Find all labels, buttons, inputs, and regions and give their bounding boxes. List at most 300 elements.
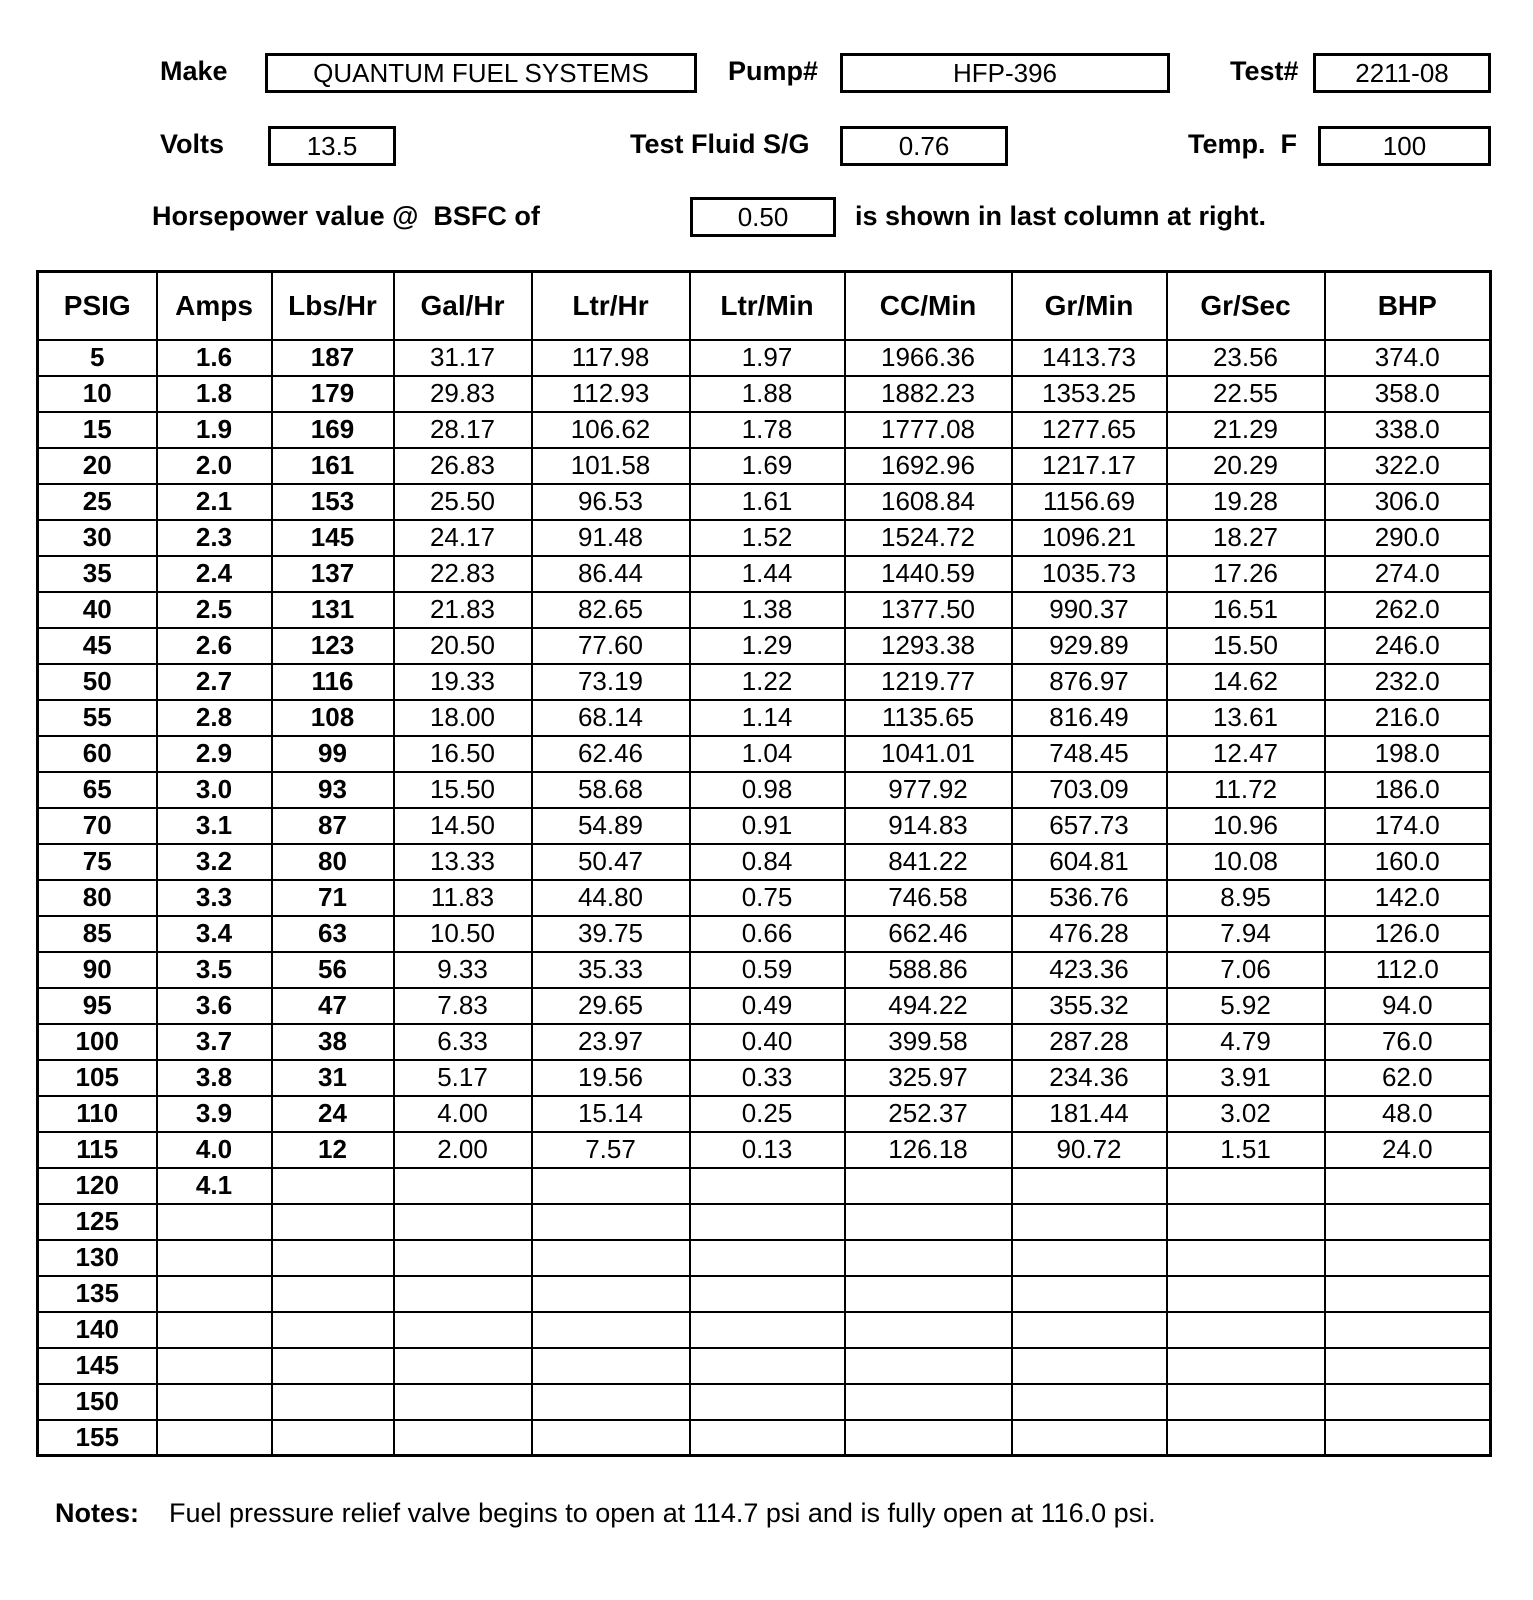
- table-cell: [690, 1240, 845, 1276]
- table-cell: 2.4: [157, 556, 272, 592]
- table-cell: 125: [38, 1204, 157, 1240]
- temp-value: 100: [1382, 130, 1427, 161]
- test-fluid-sg-label: Test Fluid S/G: [630, 129, 810, 159]
- table-cell: 63: [272, 916, 394, 952]
- table-cell: 2.0: [157, 448, 272, 484]
- table-cell: [394, 1168, 532, 1204]
- table-cell: 117.98: [532, 340, 690, 376]
- table-cell: 287.28: [1012, 1024, 1167, 1060]
- table-cell: [394, 1420, 532, 1456]
- table-cell: 29.65: [532, 988, 690, 1024]
- table-cell: 3.6: [157, 988, 272, 1024]
- table-cell: [1325, 1384, 1491, 1420]
- table-cell: [1325, 1348, 1491, 1384]
- table-cell: 5: [38, 340, 157, 376]
- column-header: Lbs/Hr: [272, 272, 394, 340]
- column-header: Amps: [157, 272, 272, 340]
- table-cell: 1.6: [157, 340, 272, 376]
- table-cell: 160.0: [1325, 844, 1491, 880]
- table-cell: [1167, 1168, 1325, 1204]
- table-cell: 17.26: [1167, 556, 1325, 592]
- column-header: PSIG: [38, 272, 157, 340]
- table-row: [38, 556, 1491, 592]
- table-cell: [1167, 1420, 1325, 1456]
- table-cell: 0.75: [690, 880, 845, 916]
- table-cell: 1277.65: [1012, 412, 1167, 448]
- test-fluid-sg-value: 0.76: [898, 130, 950, 161]
- table-cell: [272, 1168, 394, 1204]
- table-cell: [1167, 1240, 1325, 1276]
- table-cell: 1.38: [690, 592, 845, 628]
- table-cell: 246.0: [1325, 628, 1491, 664]
- table-cell: [1325, 1420, 1491, 1456]
- table-cell: 9.33: [394, 952, 532, 988]
- notes-label: Notes:: [55, 1498, 140, 1528]
- table-cell: 131: [272, 592, 394, 628]
- table-cell: 3.5: [157, 952, 272, 988]
- table-cell: 30: [38, 520, 157, 556]
- table-cell: [157, 1204, 272, 1240]
- table-cell: [532, 1168, 690, 1204]
- table-cell: 90: [38, 952, 157, 988]
- table-cell: 662.46: [845, 916, 1012, 952]
- table-row: [38, 700, 1491, 736]
- table-cell: [845, 1348, 1012, 1384]
- table-cell: 19.28: [1167, 484, 1325, 520]
- table-row: [38, 412, 1491, 448]
- table-cell: [1012, 1240, 1167, 1276]
- table-cell: [1325, 1240, 1491, 1276]
- table-cell: 186.0: [1325, 772, 1491, 808]
- table-row: [38, 988, 1491, 1024]
- table-cell: 0.33: [690, 1060, 845, 1096]
- table-cell: 1.88: [690, 376, 845, 412]
- table-cell: 4.0: [157, 1132, 272, 1168]
- table-cell: 68.14: [532, 700, 690, 736]
- table-cell: 20.50: [394, 628, 532, 664]
- table-cell: 161: [272, 448, 394, 484]
- table-cell: 2.6: [157, 628, 272, 664]
- table-cell: 1135.65: [845, 700, 1012, 736]
- table-cell: 374.0: [1325, 340, 1491, 376]
- table-cell: 62.46: [532, 736, 690, 772]
- temp-label: Temp. F: [1188, 129, 1298, 159]
- table-cell: 3.02: [1167, 1096, 1325, 1132]
- table-cell: 1.14: [690, 700, 845, 736]
- table-row: [38, 340, 1491, 376]
- table-cell: [690, 1420, 845, 1456]
- table-cell: 87: [272, 808, 394, 844]
- table-cell: 1.9: [157, 412, 272, 448]
- table-cell: 116: [272, 664, 394, 700]
- table-cell: [1012, 1384, 1167, 1420]
- column-header: Gal/Hr: [394, 272, 532, 340]
- table-cell: 95: [38, 988, 157, 1024]
- table-cell: 142.0: [1325, 880, 1491, 916]
- table-cell: 1377.50: [845, 592, 1012, 628]
- table-row: [38, 1168, 1491, 1204]
- table-cell: 536.76: [1012, 880, 1167, 916]
- table-cell: 12: [272, 1132, 394, 1168]
- table-cell: [394, 1276, 532, 1312]
- table-cell: [1167, 1312, 1325, 1348]
- table-cell: 2.5: [157, 592, 272, 628]
- table-cell: 262.0: [1325, 592, 1491, 628]
- table-cell: 0.66: [690, 916, 845, 952]
- table-cell: 62.0: [1325, 1060, 1491, 1096]
- table-cell: 1.97: [690, 340, 845, 376]
- table-cell: 1041.01: [845, 736, 1012, 772]
- table-cell: 7.57: [532, 1132, 690, 1168]
- table-cell: 18.27: [1167, 520, 1325, 556]
- table-cell: 90.72: [1012, 1132, 1167, 1168]
- table-cell: [532, 1348, 690, 1384]
- table-cell: 25: [38, 484, 157, 520]
- table-row: [38, 448, 1491, 484]
- table-cell: [1167, 1384, 1325, 1420]
- table-cell: 325.97: [845, 1060, 1012, 1096]
- table-cell: [157, 1240, 272, 1276]
- table-cell: 140: [38, 1312, 157, 1348]
- table-row: [38, 628, 1491, 664]
- volts-field: [268, 126, 396, 166]
- table-cell: [532, 1240, 690, 1276]
- table-cell: [690, 1168, 845, 1204]
- pump-number-label: Pump#: [728, 56, 819, 86]
- table-cell: 145: [38, 1348, 157, 1384]
- table-cell: 2.8: [157, 700, 272, 736]
- table-cell: 106.62: [532, 412, 690, 448]
- table-cell: 876.97: [1012, 664, 1167, 700]
- table-cell: 2.9: [157, 736, 272, 772]
- table-cell: 232.0: [1325, 664, 1491, 700]
- table-cell: [532, 1204, 690, 1240]
- temp-field: [1318, 126, 1491, 166]
- table-cell: 23.56: [1167, 340, 1325, 376]
- pump-test-table: [36, 270, 1492, 1457]
- table-cell: 120: [38, 1168, 157, 1204]
- table-cell: 126.0: [1325, 916, 1491, 952]
- table-cell: 0.98: [690, 772, 845, 808]
- table-cell: 28.17: [394, 412, 532, 448]
- table-row: [38, 952, 1491, 988]
- table-row: [38, 520, 1491, 556]
- table-cell: 18.00: [394, 700, 532, 736]
- table-cell: 0.59: [690, 952, 845, 988]
- table-cell: [157, 1420, 272, 1456]
- table-cell: 76.0: [1325, 1024, 1491, 1060]
- table-cell: 50: [38, 664, 157, 700]
- table-cell: 24.17: [394, 520, 532, 556]
- table-row: [38, 1420, 1491, 1456]
- table-cell: 3.0: [157, 772, 272, 808]
- column-header: Gr/Sec: [1167, 272, 1325, 340]
- table-cell: 604.81: [1012, 844, 1167, 880]
- table-cell: 35.33: [532, 952, 690, 988]
- table-cell: [272, 1312, 394, 1348]
- table-cell: [1325, 1168, 1491, 1204]
- table-cell: 93: [272, 772, 394, 808]
- table-cell: 15.14: [532, 1096, 690, 1132]
- table-row: [38, 1204, 1491, 1240]
- table-row: [38, 1132, 1491, 1168]
- table-cell: 96.53: [532, 484, 690, 520]
- table-cell: 23.97: [532, 1024, 690, 1060]
- table-cell: 38: [272, 1024, 394, 1060]
- table-cell: [1012, 1312, 1167, 1348]
- table-cell: 70: [38, 808, 157, 844]
- table-cell: 145: [272, 520, 394, 556]
- table-cell: [1325, 1276, 1491, 1312]
- table-cell: 56: [272, 952, 394, 988]
- table-cell: 24: [272, 1096, 394, 1132]
- column-header: CC/Min: [845, 272, 1012, 340]
- table-cell: 1777.08: [845, 412, 1012, 448]
- table-cell: 181.44: [1012, 1096, 1167, 1132]
- table-cell: [690, 1204, 845, 1240]
- table-cell: 3.7: [157, 1024, 272, 1060]
- table-cell: 58.68: [532, 772, 690, 808]
- table-cell: 13.61: [1167, 700, 1325, 736]
- table-cell: 1966.36: [845, 340, 1012, 376]
- table-cell: 355.32: [1012, 988, 1167, 1024]
- table-cell: [1012, 1276, 1167, 1312]
- table-cell: 2.7: [157, 664, 272, 700]
- table-cell: 169: [272, 412, 394, 448]
- table-cell: 306.0: [1325, 484, 1491, 520]
- table-cell: [532, 1420, 690, 1456]
- table-header-row: [38, 272, 1491, 340]
- table-cell: 1156.69: [1012, 484, 1167, 520]
- table-cell: [1167, 1348, 1325, 1384]
- table-row: [38, 880, 1491, 916]
- table-cell: 4.1: [157, 1168, 272, 1204]
- table-cell: 112.93: [532, 376, 690, 412]
- table-cell: [690, 1348, 845, 1384]
- table-cell: 3.91: [1167, 1060, 1325, 1096]
- pump-number-value: HFP-396: [952, 57, 1058, 88]
- table-cell: 82.65: [532, 592, 690, 628]
- table-cell: 85: [38, 916, 157, 952]
- table-cell: 16.50: [394, 736, 532, 772]
- table-cell: 11.83: [394, 880, 532, 916]
- table-row: [38, 1276, 1491, 1312]
- table-cell: 6.33: [394, 1024, 532, 1060]
- test-fluid-sg-field: [840, 126, 1008, 166]
- table-cell: 71: [272, 880, 394, 916]
- table-cell: [272, 1204, 394, 1240]
- table-row: [38, 664, 1491, 700]
- table-cell: 1692.96: [845, 448, 1012, 484]
- table-cell: 0.91: [690, 808, 845, 844]
- table-cell: 0.25: [690, 1096, 845, 1132]
- table-cell: 115: [38, 1132, 157, 1168]
- notes-row: [55, 1498, 1156, 1529]
- table-cell: [272, 1348, 394, 1384]
- table-cell: 135: [38, 1276, 157, 1312]
- table-cell: 187: [272, 340, 394, 376]
- table-cell: 1.69: [690, 448, 845, 484]
- table-cell: 703.09: [1012, 772, 1167, 808]
- table-cell: 1608.84: [845, 484, 1012, 520]
- test-number-value: 2211-08: [1355, 57, 1449, 88]
- table-cell: 174.0: [1325, 808, 1491, 844]
- table-cell: 100: [38, 1024, 157, 1060]
- table-cell: 14.62: [1167, 664, 1325, 700]
- table-cell: 13.33: [394, 844, 532, 880]
- table-cell: 338.0: [1325, 412, 1491, 448]
- table-cell: 11.72: [1167, 772, 1325, 808]
- table-cell: 50.47: [532, 844, 690, 880]
- table-row: [38, 736, 1491, 772]
- table-cell: [1167, 1204, 1325, 1240]
- table-cell: 105: [38, 1060, 157, 1096]
- table-cell: [157, 1348, 272, 1384]
- table-cell: [845, 1384, 1012, 1420]
- table-cell: 24.0: [1325, 1132, 1491, 1168]
- table-cell: 1219.77: [845, 664, 1012, 700]
- table-cell: 322.0: [1325, 448, 1491, 484]
- table-cell: 137: [272, 556, 394, 592]
- table-cell: [1012, 1420, 1167, 1456]
- table-cell: [1012, 1168, 1167, 1204]
- table-cell: [532, 1384, 690, 1420]
- table-row: [38, 1060, 1491, 1096]
- table-cell: 3.9: [157, 1096, 272, 1132]
- table-cell: 86.44: [532, 556, 690, 592]
- table-row: [38, 1096, 1491, 1132]
- table-cell: 80: [272, 844, 394, 880]
- table-row: [38, 916, 1491, 952]
- table-cell: [845, 1312, 1012, 1348]
- table-cell: 22.83: [394, 556, 532, 592]
- table-cell: 657.73: [1012, 808, 1167, 844]
- table-cell: 10.50: [394, 916, 532, 952]
- table-cell: [532, 1312, 690, 1348]
- table-cell: [1167, 1276, 1325, 1312]
- table-cell: [1012, 1204, 1167, 1240]
- table-cell: 290.0: [1325, 520, 1491, 556]
- table-cell: 816.49: [1012, 700, 1167, 736]
- table-cell: 748.45: [1012, 736, 1167, 772]
- table-cell: 0.49: [690, 988, 845, 1024]
- table-cell: 1413.73: [1012, 340, 1167, 376]
- table-cell: 8.95: [1167, 880, 1325, 916]
- table-cell: 5.17: [394, 1060, 532, 1096]
- table-cell: [272, 1384, 394, 1420]
- table-cell: 0.40: [690, 1024, 845, 1060]
- table-cell: 990.37: [1012, 592, 1167, 628]
- table-cell: 746.58: [845, 880, 1012, 916]
- table-cell: 179: [272, 376, 394, 412]
- table-cell: 15: [38, 412, 157, 448]
- table-cell: [272, 1276, 394, 1312]
- column-header: Ltr/Min: [690, 272, 845, 340]
- table-cell: 15.50: [394, 772, 532, 808]
- table-cell: 101.58: [532, 448, 690, 484]
- table-cell: [1325, 1312, 1491, 1348]
- table-cell: 94.0: [1325, 988, 1491, 1024]
- notes-text: Fuel pressure relief valve begins to open at 114.7 psi and is fully open at 116.0 psi.: [169, 1498, 1156, 1528]
- make-value: QUANTUM FUEL SYSTEMS: [313, 57, 649, 88]
- table-cell: [532, 1276, 690, 1312]
- table-cell: 55: [38, 700, 157, 736]
- table-cell: 476.28: [1012, 916, 1167, 952]
- table-cell: 1524.72: [845, 520, 1012, 556]
- table-cell: 1.52: [690, 520, 845, 556]
- volts-label: Volts: [160, 129, 225, 159]
- table-cell: 1440.59: [845, 556, 1012, 592]
- table-cell: 130: [38, 1240, 157, 1276]
- table-cell: 19.56: [532, 1060, 690, 1096]
- table-cell: [845, 1168, 1012, 1204]
- table-cell: 914.83: [845, 808, 1012, 844]
- table-cell: 4.00: [394, 1096, 532, 1132]
- table-cell: 14.50: [394, 808, 532, 844]
- table-cell: [272, 1420, 394, 1456]
- table-cell: 16.51: [1167, 592, 1325, 628]
- table-cell: 20: [38, 448, 157, 484]
- table-cell: 110: [38, 1096, 157, 1132]
- table-cell: 4.79: [1167, 1024, 1325, 1060]
- table-cell: 2.1: [157, 484, 272, 520]
- make-label: Make: [160, 56, 228, 86]
- table-cell: 1882.23: [845, 376, 1012, 412]
- table-row: [38, 844, 1491, 880]
- table-cell: 22.55: [1167, 376, 1325, 412]
- table-cell: 73.19: [532, 664, 690, 700]
- table-cell: 977.92: [845, 772, 1012, 808]
- table-cell: 20.29: [1167, 448, 1325, 484]
- table-cell: 841.22: [845, 844, 1012, 880]
- table-cell: 31: [272, 1060, 394, 1096]
- table-cell: 47: [272, 988, 394, 1024]
- table-cell: 75: [38, 844, 157, 880]
- table-cell: 15.50: [1167, 628, 1325, 664]
- table-cell: 60: [38, 736, 157, 772]
- table-cell: 155: [38, 1420, 157, 1456]
- table-cell: 274.0: [1325, 556, 1491, 592]
- table-row: [38, 1348, 1491, 1384]
- table-row: [38, 1240, 1491, 1276]
- table-cell: 399.58: [845, 1024, 1012, 1060]
- table-cell: [272, 1240, 394, 1276]
- table-row: [38, 592, 1491, 628]
- volts-value: 13.5: [306, 130, 358, 161]
- table-cell: 2.00: [394, 1132, 532, 1168]
- table-cell: 21.29: [1167, 412, 1325, 448]
- table-cell: 252.37: [845, 1096, 1012, 1132]
- table-cell: 1035.73: [1012, 556, 1167, 592]
- column-header: Ltr/Hr: [532, 272, 690, 340]
- pump-number-field: [840, 53, 1170, 93]
- table-cell: 929.89: [1012, 628, 1167, 664]
- table-cell: [394, 1384, 532, 1420]
- table-cell: 3.1: [157, 808, 272, 844]
- table-cell: 19.33: [394, 664, 532, 700]
- table-cell: 123: [272, 628, 394, 664]
- table-cell: 3.2: [157, 844, 272, 880]
- table-cell: 1217.17: [1012, 448, 1167, 484]
- table-cell: [690, 1276, 845, 1312]
- table-cell: 91.48: [532, 520, 690, 556]
- table-row: [38, 376, 1491, 412]
- table-cell: [394, 1312, 532, 1348]
- table-cell: 198.0: [1325, 736, 1491, 772]
- table-cell: 7.06: [1167, 952, 1325, 988]
- table-cell: 112.0: [1325, 952, 1491, 988]
- table-cell: [845, 1204, 1012, 1240]
